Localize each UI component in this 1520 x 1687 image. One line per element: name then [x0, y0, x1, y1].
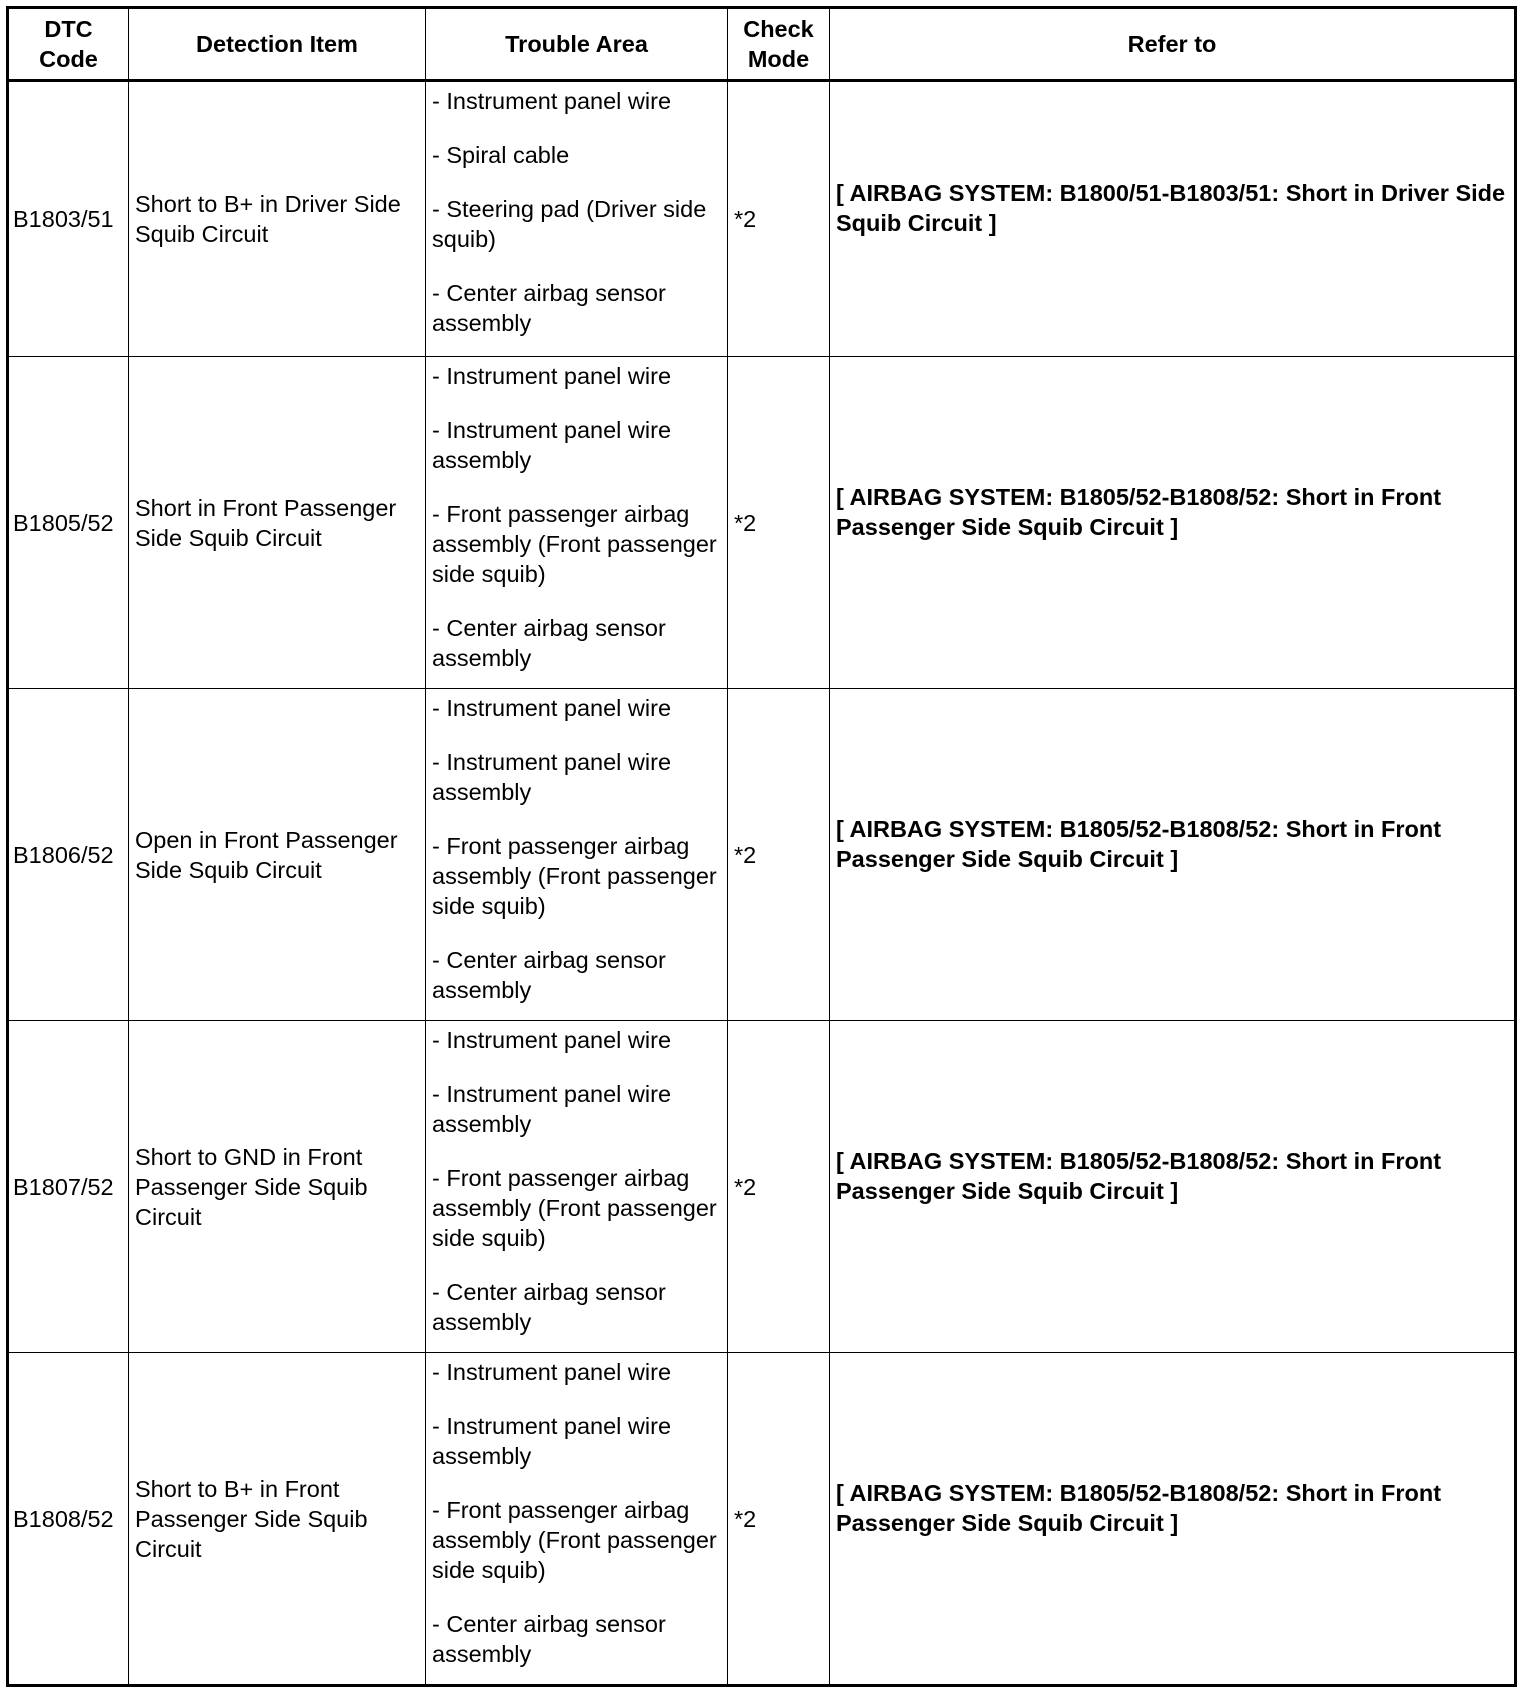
detection-item: Short in Front Passenger Side Squib Circuit: [135, 494, 397, 551]
detection-item: Short to B+ in Driver Side Squib Circuit: [135, 191, 401, 247]
trouble-area-item: - Instrument panel wire assembly: [432, 1413, 672, 1469]
trouble-area-item: - Instrument panel wire assembly: [432, 749, 672, 805]
dtc-code-cell: [8, 689, 129, 1021]
refer-to-cell: [830, 1021, 1516, 1353]
trouble-area-cell: [426, 1353, 728, 1686]
trouble-area-item: - Instrument panel wire assembly: [432, 417, 672, 473]
trouble-area-item: - Spiral cable: [432, 142, 570, 168]
trouble-area-item: - Instrument panel wire: [432, 88, 672, 114]
refer-to-link[interactable]: [ AIRBAG SYSTEM: B1805/52-B1808/52: Short in Front Passenger Side Squib Circuit ]: [836, 483, 1442, 540]
table-row: [8, 1353, 1516, 1686]
dtc-code: B1806/52: [13, 841, 114, 868]
check-mode-cell: [728, 1021, 830, 1353]
table-row: [8, 1021, 1516, 1353]
dtc-code-cell: [8, 1021, 129, 1353]
detection-item-cell: [129, 689, 426, 1021]
trouble-area-cell: [426, 1021, 728, 1353]
trouble-area-item: - Instrument panel wire: [432, 1027, 672, 1053]
trouble-area-item: - Front passenger airbag assembly (Front passenger side squib): [432, 1165, 717, 1251]
trouble-area-item: - Instrument panel wire: [432, 695, 672, 721]
check-mode-cell: [728, 1353, 830, 1686]
detection-item: Short to B+ in Front Passenger Side Squib Circuit: [135, 1475, 368, 1562]
detection-item-cell: [129, 357, 426, 689]
dtc-code-cell: [8, 81, 129, 357]
refer-to-cell: [830, 357, 1516, 689]
dtc-table-container: [6, 6, 1514, 1687]
check-mode: *2: [734, 1505, 757, 1532]
check-mode-cell: [728, 357, 830, 689]
refer-to-cell: [830, 689, 1516, 1021]
refer-to-link[interactable]: [ AIRBAG SYSTEM: B1805/52-B1808/52: Short in Front Passenger Side Squib Circuit ]: [836, 1479, 1442, 1536]
trouble-area-cell: [426, 689, 728, 1021]
detection-item-cell: [129, 81, 426, 357]
refer-to-link[interactable]: [ AIRBAG SYSTEM: B1805/52-B1808/52: Short in Front Passenger Side Squib Circuit ]: [836, 1147, 1442, 1204]
refer-to-cell: [830, 1353, 1516, 1686]
dtc-code: B1805/52: [13, 509, 114, 536]
check-mode: *2: [734, 509, 757, 536]
trouble-area-cell: [426, 81, 728, 357]
trouble-area-item: - Center airbag sensor assembly: [432, 615, 666, 671]
header-check-mode: Check Mode: [728, 8, 830, 81]
refer-to-cell: [830, 81, 1516, 357]
trouble-area-item: - Steering pad (Driver side squib): [432, 196, 707, 252]
trouble-area-item: - Front passenger airbag assembly (Front passenger side squib): [432, 1497, 717, 1583]
dtc-code: B1807/52: [13, 1173, 114, 1200]
check-mode: *2: [734, 1173, 757, 1200]
header-detection-item: Detection Item: [129, 8, 426, 81]
header-refer-to: Refer to: [830, 8, 1516, 81]
refer-to-link[interactable]: [ AIRBAG SYSTEM: B1805/52-B1808/52: Short in Front Passenger Side Squib Circuit ]: [836, 815, 1442, 872]
trouble-area-item: - Front passenger airbag assembly (Front passenger side squib): [432, 501, 717, 587]
detection-item: Short to GND in Front Passenger Side Squib Circuit: [135, 1143, 368, 1230]
table-body: [8, 81, 1516, 1686]
trouble-area-item: - Instrument panel wire: [432, 363, 672, 389]
dtc-code: B1803/51: [13, 206, 114, 232]
check-mode: *2: [734, 206, 757, 232]
trouble-area-item: - Front passenger airbag assembly (Front passenger side squib): [432, 833, 717, 919]
trouble-area-item: - Instrument panel wire: [432, 1359, 672, 1385]
table-header-row: [8, 8, 1516, 81]
trouble-area-item: - Center airbag sensor assembly: [432, 1611, 666, 1667]
check-mode: *2: [734, 841, 757, 868]
dtc-code: B1808/52: [13, 1505, 114, 1532]
trouble-area-item: - Center airbag sensor assembly: [432, 1279, 666, 1335]
dtc-code-cell: [8, 1353, 129, 1686]
refer-to-link[interactable]: [ AIRBAG SYSTEM: B1800/51-B1803/51: Short in Driver Side Squib Circuit ]: [836, 180, 1506, 236]
detection-item-cell: [129, 1353, 426, 1686]
table-row: [8, 357, 1516, 689]
check-mode-cell: [728, 81, 830, 357]
trouble-area-item: - Center airbag sensor assembly: [432, 947, 666, 1003]
header-trouble-area: Trouble Area: [426, 8, 728, 81]
trouble-area-cell: [426, 357, 728, 689]
check-mode-cell: [728, 689, 830, 1021]
header-dtc-code: DTC Code: [8, 8, 129, 81]
dtc-code-cell: [8, 357, 129, 689]
table-row: [8, 689, 1516, 1021]
trouble-area-item: - Center airbag sensor assembly: [432, 280, 666, 336]
dtc-table: [6, 6, 1517, 1687]
detection-item: Open in Front Passenger Side Squib Circuit: [135, 826, 398, 883]
detection-item-cell: [129, 1021, 426, 1353]
table-row: [8, 81, 1516, 357]
trouble-area-item: - Instrument panel wire assembly: [432, 1081, 672, 1137]
